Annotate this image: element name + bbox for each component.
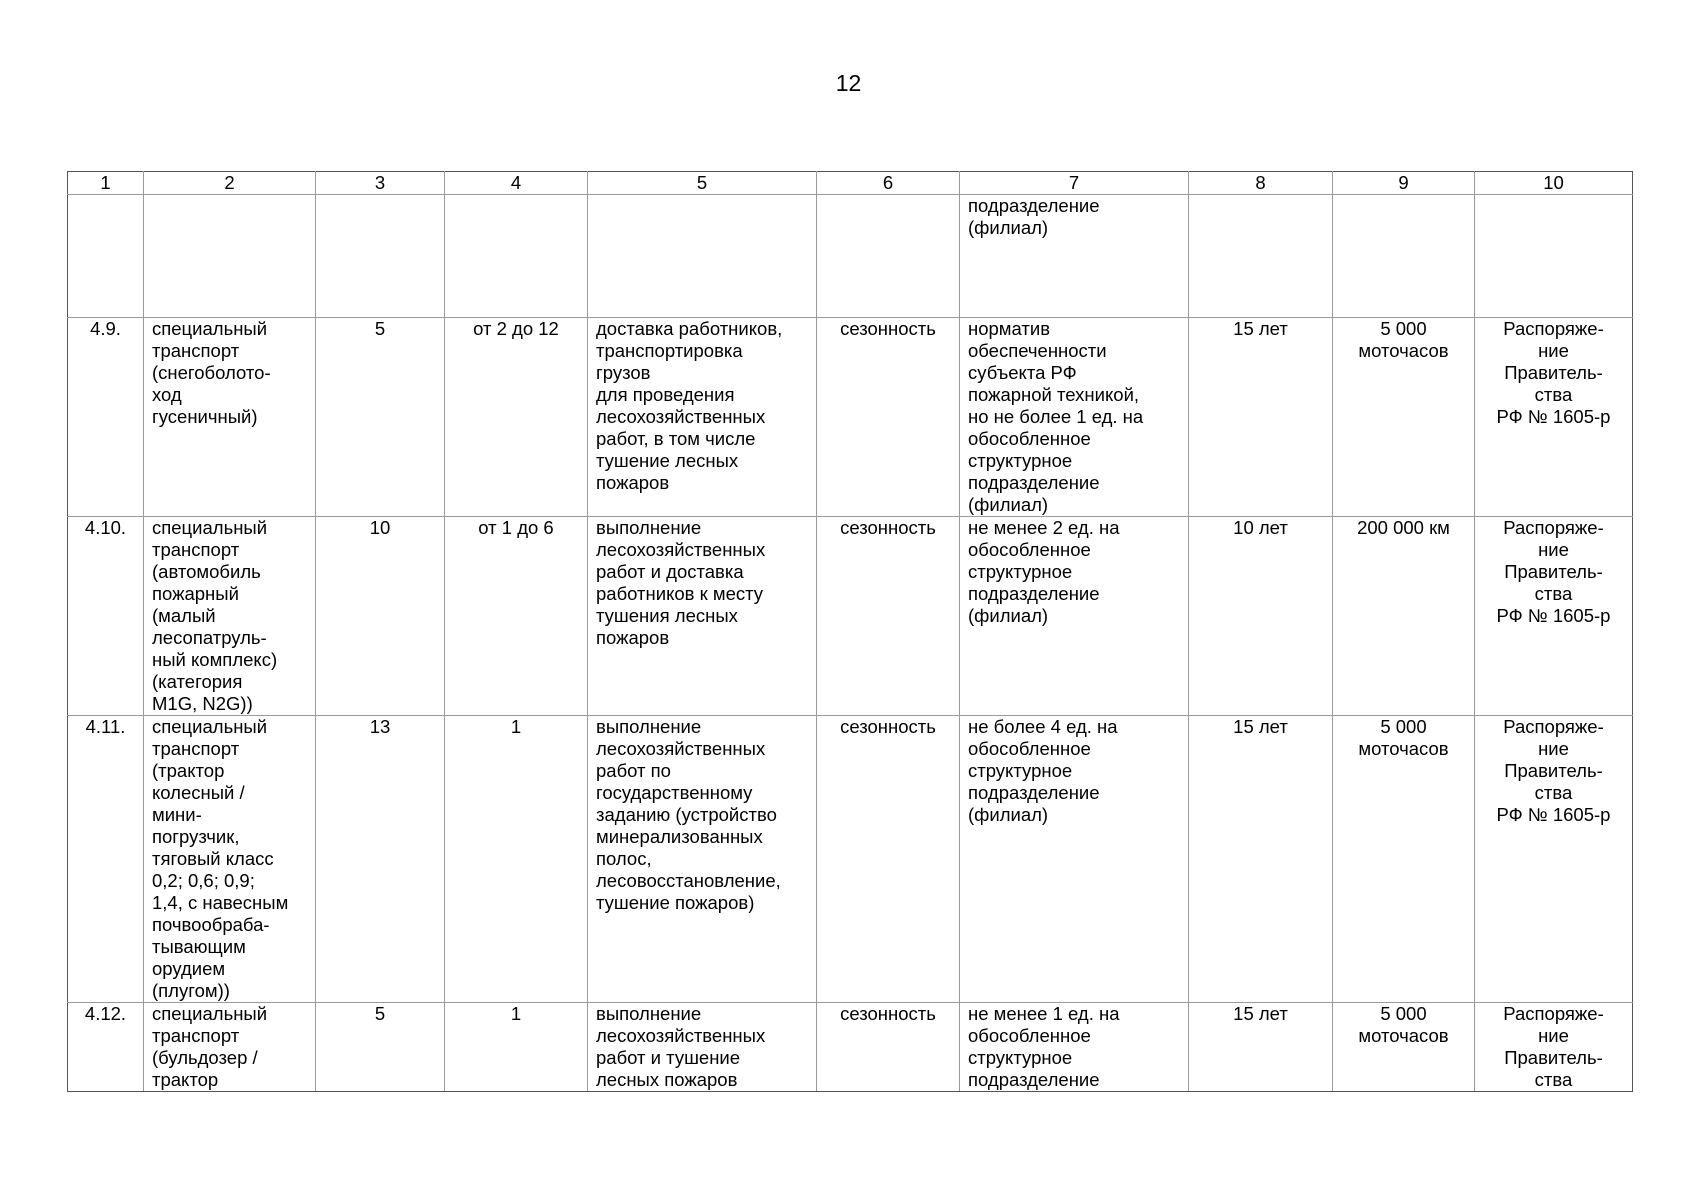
- purpose-cell: выполнение лесохозяйственных работ по государственному заданию (устройство минерализованных полос, лесовосстановление, тушение пожаров): [588, 716, 817, 1003]
- seasonality-cell: [817, 195, 960, 318]
- seasonality-cell: сезонность: [817, 318, 960, 517]
- purpose-cell: выполнение лесохозяйственных работ и доставка работников к месту тушения лесных пожаров: [588, 517, 817, 716]
- equipment-type-cell: [144, 195, 316, 318]
- column-header: 3: [316, 172, 445, 195]
- column-header: 7: [960, 172, 1189, 195]
- norm-cell: норматив обеспеченности субъекта РФ пожарной техникой, но не более 1 ед. на обособленное структурное подразделение (филиал): [960, 318, 1189, 517]
- equipment-type-cell: специальный транспорт (снегоболото- ход гусеничный): [144, 318, 316, 517]
- norm-cell: подразделение (филиал): [960, 195, 1189, 318]
- range-cell: [445, 195, 588, 318]
- purpose-cell: [588, 195, 817, 318]
- seasonality-cell: сезонность: [817, 1003, 960, 1092]
- row-number-cell: 4.9.: [68, 318, 144, 517]
- equipment-type-cell: специальный транспорт (автомобиль пожарный (малый лесопатруль- ный комплекс) (категория M1G, N2G)): [144, 517, 316, 716]
- range-cell: 1: [445, 716, 588, 1003]
- seasonality-cell: сезонность: [817, 716, 960, 1003]
- resource-cell: 5 000 моточасов: [1333, 716, 1475, 1003]
- column-header: 5: [588, 172, 817, 195]
- column-header: 4: [445, 172, 588, 195]
- resource-cell: 200 000 км: [1333, 517, 1475, 716]
- norm-cell: не более 4 ед. на обособленное структурное подразделение (филиал): [960, 716, 1189, 1003]
- table-row: [68, 318, 1633, 517]
- row-number-cell: [68, 195, 144, 318]
- column-header: 9: [1333, 172, 1475, 195]
- quantity-cell: 13: [316, 716, 445, 1003]
- basis-cell: Распоряже- ние Правитель- ства РФ № 1605-р: [1475, 517, 1633, 716]
- column-header: 10: [1475, 172, 1633, 195]
- table-row: [68, 195, 1633, 318]
- range-cell: от 2 до 12: [445, 318, 588, 517]
- service-life-cell: 15 лет: [1189, 716, 1333, 1003]
- column-header: 1: [68, 172, 144, 195]
- service-life-cell: 15 лет: [1189, 318, 1333, 517]
- row-number-cell: 4.12.: [68, 1003, 144, 1092]
- column-header: 6: [817, 172, 960, 195]
- equipment-table: [67, 171, 1633, 1092]
- purpose-cell: выполнение лесохозяйственных работ и тушение лесных пожаров: [588, 1003, 817, 1092]
- quantity-cell: [316, 195, 445, 318]
- quantity-cell: 5: [316, 1003, 445, 1092]
- range-cell: от 1 до 6: [445, 517, 588, 716]
- norm-cell: не менее 1 ед. на обособленное структурное подразделение: [960, 1003, 1189, 1092]
- equipment-type-cell: специальный транспорт (бульдозер / трактор: [144, 1003, 316, 1092]
- quantity-cell: 5: [316, 318, 445, 517]
- norm-cell: не менее 2 ед. на обособленное структурное подразделение (филиал): [960, 517, 1189, 716]
- row-number-cell: 4.11.: [68, 716, 144, 1003]
- basis-cell: Распоряже- ние Правитель- ства РФ № 1605-р: [1475, 318, 1633, 517]
- range-cell: 1: [445, 1003, 588, 1092]
- row-number-cell: 4.10.: [68, 517, 144, 716]
- quantity-cell: 10: [316, 517, 445, 716]
- service-life-cell: [1189, 195, 1333, 318]
- resource-cell: 5 000 моточасов: [1333, 318, 1475, 517]
- basis-cell: [1475, 195, 1633, 318]
- column-header: 8: [1189, 172, 1333, 195]
- service-life-cell: 15 лет: [1189, 1003, 1333, 1092]
- column-number-row: [68, 172, 1633, 195]
- basis-cell: Распоряже- ние Правитель- ства РФ № 1605-р: [1475, 716, 1633, 1003]
- seasonality-cell: сезонность: [817, 517, 960, 716]
- table-row: [68, 716, 1633, 1003]
- table-row: [68, 517, 1633, 716]
- resource-cell: [1333, 195, 1475, 318]
- purpose-cell: доставка работников, транспортировка грузов для проведения лесохозяйственных работ, в том числе тушение лесных пожаров: [588, 318, 817, 517]
- service-life-cell: 10 лет: [1189, 517, 1333, 716]
- table-row: [68, 1003, 1633, 1092]
- column-header: 2: [144, 172, 316, 195]
- page-number: 12: [835, 70, 862, 96]
- equipment-type-cell: специальный транспорт (трактор колесный / мини- погрузчик, тяговый класс 0,2; 0,6; 0,9; 1,4, с навесным почвообраба- тывающим орудием (плугом)): [144, 716, 316, 1003]
- resource-cell: 5 000 моточасов: [1333, 1003, 1475, 1092]
- basis-cell: Распоряже- ние Правитель- ства: [1475, 1003, 1633, 1092]
